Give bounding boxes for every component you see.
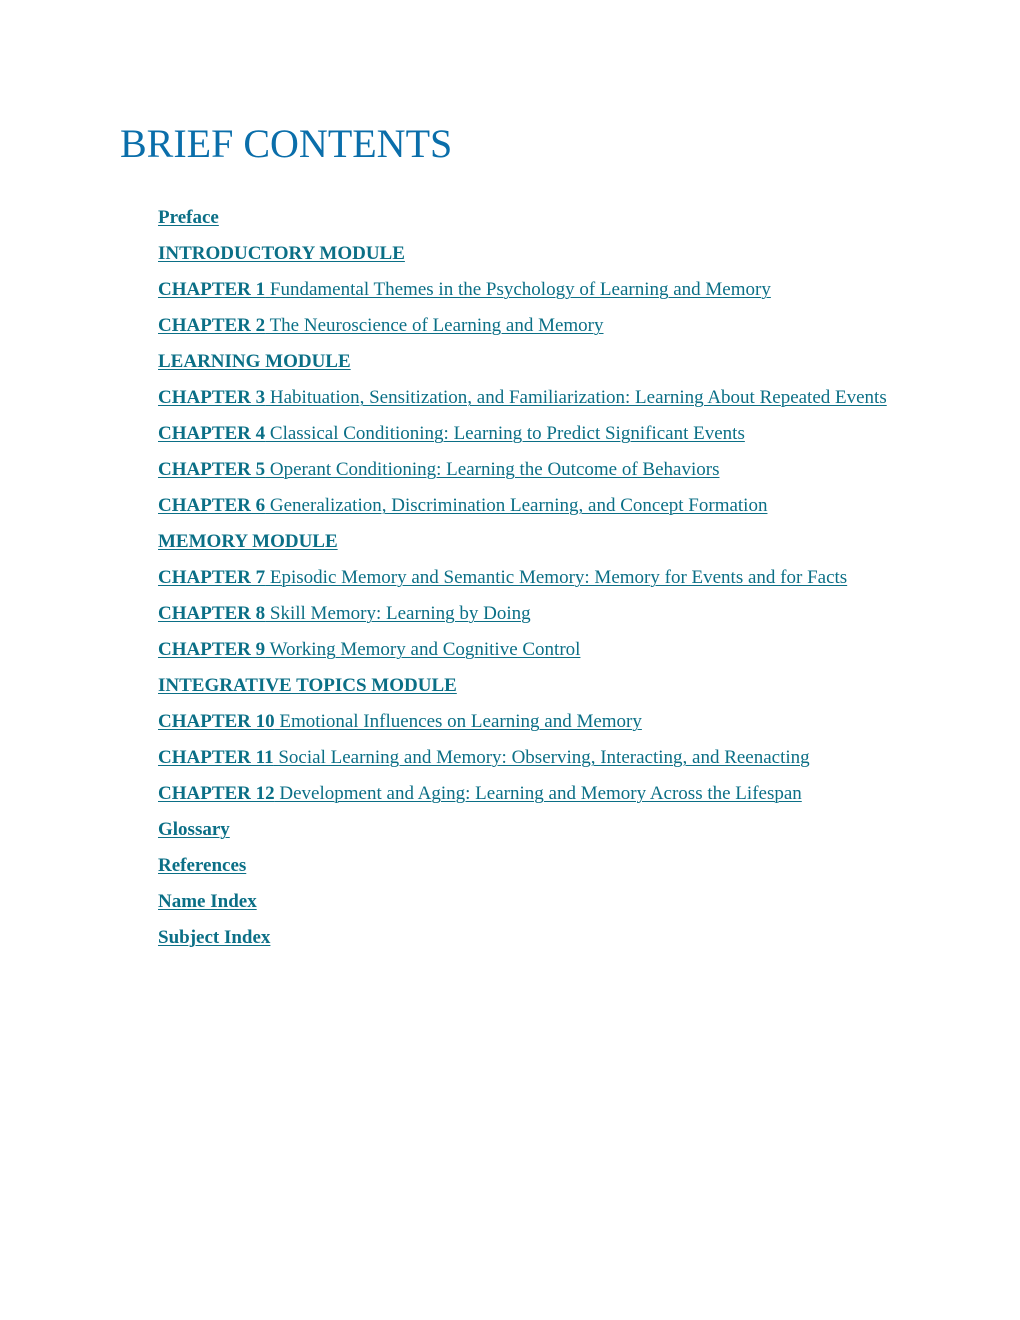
toc-entry-title: Development and Aging: Learning and Memory Across the Lifespan [274,783,802,804]
toc-entry-chapter-10 [158,707,898,737]
toc-entry-chapter-2 [158,311,898,341]
toc-entry-title: Operant Conditioning: Learning the Outcome of Behaviors [265,459,720,480]
page-title: BRIEF CONTENTS [120,121,453,166]
toc-link-chapter-9[interactable] [158,639,580,660]
toc-link-chapter-1[interactable] [158,279,771,300]
toc-entry-title: Episodic Memory and Semantic Memory: Memory for Events and for Facts [265,567,848,588]
toc-entry-chapter-8 [158,599,898,629]
toc-entry-lead: Preface [158,207,219,228]
toc-link-subject-index[interactable] [158,927,270,948]
toc-entry-lead: CHAPTER 6 [158,495,266,516]
toc-link-chapter-12[interactable] [158,783,802,804]
toc-entry-title: Working Memory and Cognitive Control [265,639,581,660]
toc-link-chapter-2[interactable] [158,315,604,336]
toc-link-integrative-topics-module[interactable] [158,675,457,696]
toc-entry-lead: CHAPTER 3 [158,387,266,408]
toc-entry-lead: CHAPTER 1 [158,279,266,300]
toc-entry-chapter-4 [158,419,898,449]
toc-entry-lead: References [158,855,247,876]
toc-entry-lead: CHAPTER 7 [158,567,266,588]
toc-entry-chapter-6 [158,491,898,521]
toc-entry-lead: MEMORY MODULE [158,531,338,552]
toc-link-name-index[interactable] [158,891,257,912]
toc-link-chapter-7[interactable] [158,567,847,588]
toc-link-chapter-4[interactable] [158,423,745,444]
toc-entry-lead: CHAPTER 2 [158,315,266,336]
toc-entry-chapter-11 [158,743,898,773]
toc-entry-lead: CHAPTER 12 [158,783,275,804]
toc-entry-chapter-7 [158,563,898,593]
toc-entry-subject-index [158,923,898,953]
toc-entry-preface [158,203,898,233]
toc-entry-lead: LEARNING MODULE [158,351,351,372]
toc-entry-lead: INTEGRATIVE TOPICS MODULE [158,675,457,696]
toc-link-preface[interactable] [158,207,219,228]
toc-entry-title: Generalization, Discrimination Learning, and Concept Formation [265,495,768,516]
toc-entry-chapter-1 [158,275,898,305]
toc-entry-title: Social Learning and Memory: Observing, Interacting, and Reenacting [273,747,810,768]
table-of-contents [158,203,898,959]
toc-entry-title: Habituation, Sensitization, and Familiarization: Learning About Repeated Events [265,387,887,408]
toc-entry-lead: CHAPTER 4 [158,423,266,444]
toc-link-references[interactable] [158,855,246,876]
toc-entry-memory-module [158,527,898,557]
toc-entry-lead: Subject Index [158,927,271,948]
toc-entry-title: The Neuroscience of Learning and Memory [265,315,604,336]
toc-entry-title: Fundamental Themes in the Psychology of Learning and Memory [265,279,771,300]
toc-entry-introductory-module [158,239,898,269]
toc-entry-lead: CHAPTER 8 [158,603,266,624]
toc-entry-chapter-3 [158,383,898,413]
toc-link-learning-module[interactable] [158,351,351,372]
toc-link-chapter-5[interactable] [158,459,719,480]
toc-entry-learning-module [158,347,898,377]
toc-link-chapter-10[interactable] [158,711,642,732]
toc-entry-chapter-5 [158,455,898,485]
toc-entry-name-index [158,887,898,917]
toc-entry-title: Classical Conditioning: Learning to Predict Significant Events [265,423,745,444]
toc-entry-lead: CHAPTER 10 [158,711,275,732]
toc-entry-chapter-9 [158,635,898,665]
toc-entry-lead: CHAPTER 5 [158,459,266,480]
toc-entry-lead: CHAPTER 11 [158,747,274,768]
toc-link-chapter-11[interactable] [158,747,810,768]
toc-entry-integrative-topics-module [158,671,898,701]
toc-link-glossary[interactable] [158,819,230,840]
toc-entry-references [158,851,898,881]
toc-link-chapter-6[interactable] [158,495,767,516]
toc-entry-lead: Name Index [158,891,257,912]
toc-link-chapter-8[interactable] [158,603,531,624]
toc-entry-title: Emotional Influences on Learning and Memory [274,711,642,732]
toc-entry-title: Skill Memory: Learning by Doing [265,603,531,624]
toc-entry-lead: CHAPTER 9 [158,639,266,660]
toc-link-memory-module[interactable] [158,531,338,552]
toc-entry-chapter-12 [158,779,898,809]
toc-entry-lead: INTRODUCTORY MODULE [158,243,405,264]
toc-link-introductory-module[interactable] [158,243,405,264]
toc-entry-glossary [158,815,898,845]
toc-link-chapter-3[interactable] [158,387,887,408]
toc-entry-lead: Glossary [158,819,230,840]
